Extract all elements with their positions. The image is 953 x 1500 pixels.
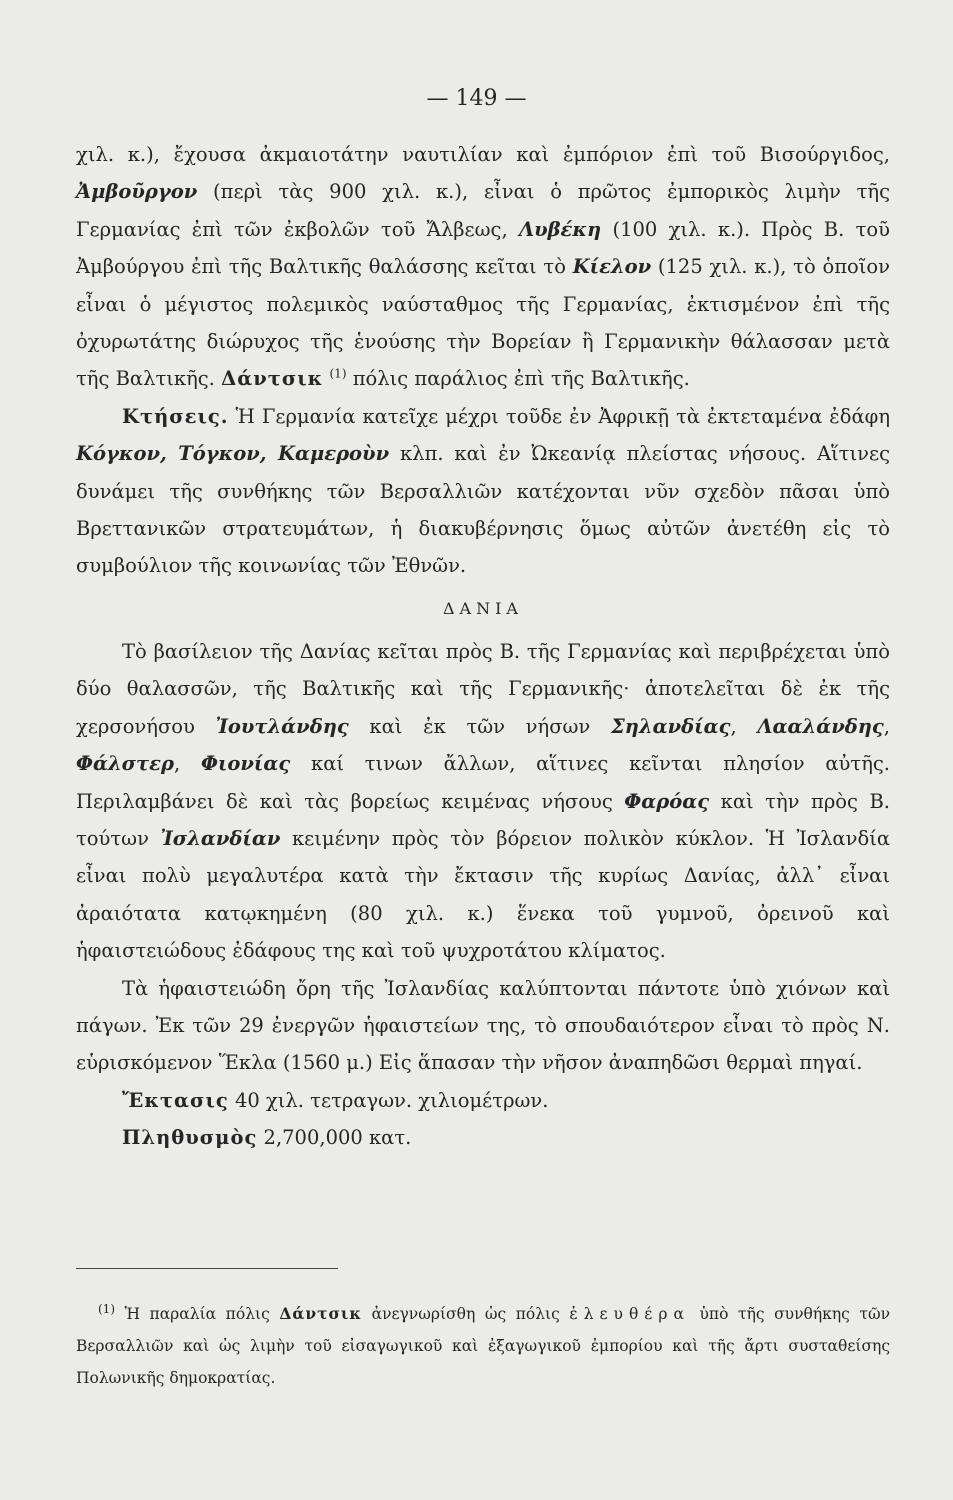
place-name: Σηλανδίας bbox=[610, 714, 731, 738]
paragraph-population: Πληθυσμὸς 2,700,000 κατ. bbox=[122, 1126, 412, 1150]
body-text bbox=[76, 136, 890, 1157]
footnote-divider bbox=[76, 1268, 338, 1269]
page-number: — 149 — bbox=[426, 86, 527, 111]
footnote: $^{(1)}$ Ἡ παραλία πόλις Δάντσικ ἀνεγνωρίσθη ὡς πόλις ἐλευθέρα ὑπὸ τῆς συνθήκης τῶν Βερσαλλιῶν καὶ ὡς λιμὴν τοῦ εἰσαγωγικοῦ καὶ ἐξαγωγικοῦ ἐμπορίου καὶ τῆς ἄρτι συσταθείσης Πολωνικῆς δημοκρατίας. bbox=[76, 1301, 891, 1387]
place-name: Ἰσλανδίαν bbox=[160, 826, 281, 850]
paragraph-colonies: Κτήσεις. Ἡ Γερμανία κατεῖχε μέχρι τοῦδε ἐν Ἀφρικῇ τὰ ἐκτεταμένα ἐδάφη Κόγκον, Τόγκον, Καμεροὺν κλπ. καὶ ἐν Ὠκεανίᾳ πλείστας νήσους. Αἵτινες δυνάμει τῆς συνθήκης τῶν Βερσαλλιῶν κατέχονται νῦν σχεδὸν πᾶσαι ὑπὸ Βρεττανικῶν στρατευμάτων, ἡ διακυβέρνησις ὅμως αὐτῶν ἀνετέθη εἰς τὸ συμβούλιον τῆς κοινωνίας τῶν Ἐθνῶν. bbox=[76, 404, 890, 578]
run-in-heading: Ἔκτασις bbox=[122, 1088, 229, 1112]
footnote-ref: (1) bbox=[329, 366, 347, 381]
paragraph-denmark: Τὸ βασίλειον τῆς Δανίας κεῖται πρὸς Β. τῆς Γερμανίας καὶ περιβρέχεται ὑπὸ δύο θαλασσῶν, τῆς Βαλτικῆς καὶ τῆς Γερμανικῆς· ἀποτελεῖται δὲ ἐκ τῆς χερσονήσου Ἰουτλάνδης καὶ ἐκ τῶν νήσων Σηλανδίας, Λααλάνδης, Φάλστερ, Φιονίας καί τινων ἄλλων, αἵτινες κεῖνται πλησίον αὐτῆς. Περιλαμβάνει δὲ καὶ τὰς βορείως κειμένας νήσους Φαρόας καὶ τὴν πρὸς Β. τούτων Ἰσλανδίαν κειμένην πρὸς τὸν βόρειον πολικὸν κύκλον. Ἡ Ἰσλανδία εἶναι πολὺ μεγαλυτέρα κατὰ τὴν ἔκτασιν τῆς κυρίως Δανίας, ἀλλ᾽ εἶναι ἀραιότατα κατῳκημένη (80 χιλ. κ.) ἕνεκα τοῦ γυμνοῦ, ὀρεινοῦ καὶ ἡφαιστειώδους ἐδάφους της καὶ τοῦ ψυχροτάτου κλίματος. bbox=[76, 639, 891, 963]
footnote-mark: (1) bbox=[98, 1301, 115, 1316]
spaced-word: ἐλευθέρα bbox=[569, 1305, 690, 1323]
paragraph-volcanoes: Τὰ ἡφαιστειώδη ὄρη τῆς Ἰσλανδίας καλύπτονται πάντοτε ὑπὸ χιόνων καὶ πάγων. Ἐκ τῶν 29 ἐνεργῶν ἡφαιστείων της, τὸ σπουδαιότερον εἶναι τὸ πρὸς Ν. εὑρισκόμενον Ἕκλα (1560 μ.) Εἰς ἅπασαν τὴν νῆσον ἀναπηδῶσι θερμαὶ πηγαί. bbox=[76, 976, 890, 1075]
place-name: Φάλστερ bbox=[76, 752, 174, 776]
run-in-heading: Πληθυσμὸς bbox=[122, 1126, 258, 1150]
place-name: Φαρόας bbox=[624, 789, 710, 813]
place-name: Ἀμβοῦργον bbox=[76, 180, 198, 204]
section-heading: ΔΑΝΙΑ bbox=[443, 598, 523, 618]
place-name: Δάντσικ bbox=[279, 1304, 363, 1323]
place-name: Ἰουτλάνδης bbox=[215, 714, 349, 738]
place-name: Δάντσικ bbox=[221, 367, 324, 391]
paragraph-cities: χιλ. κ.), ἔχουσα ἀκμαιοτάτην ναυτιλίαν καὶ ἐμπόριον ἐπὶ τοῦ Βισούργιδος, Ἀμβοῦργον (περὶ τὰς 900 χιλ. κ.), εἶναι ὁ πρῶτος ἐμπορικὸς λιμὴν τῆς Γερμανίας ἐπὶ τῶν ἐκβολῶν τοῦ Ἄλβεως, Λυβέκη (100 χιλ. κ.). Πρὸς Β. τοῦ Ἀμβούργου ἐπὶ τῆς Βαλτικῆς θαλάσσης κεῖται τὸ Κίελον (125 χιλ. κ.), τὸ ὁποῖον εἶναι ὁ μέγιστος πολεμικὸς ναύσταθμος τῆς Γερμανίας, ἐκτισμένον ἐπὶ τῆς ὀχυρωτάτης διώρυχος τῆς ἑνούσης τὴν Βορείαν ἢ Γερμανικὴν θάλασσαν μετὰ τῆς Βαλτικῆς. Δάντσικ $^{(1)}$ πόλις παράλιος ἐπὶ τῆς Βαλτικῆς. bbox=[76, 143, 890, 391]
place-names: Κόγκον, Τόγκον, Καμεροὺν bbox=[76, 442, 390, 466]
place-name: Κίελον bbox=[572, 255, 652, 279]
place-name: Φιονίας bbox=[200, 752, 291, 776]
run-in-heading: Κτήσεις. bbox=[122, 404, 229, 428]
paragraph-area: Ἔκτασις 40 χιλ. τετραγων. χιλιομέτρων. bbox=[122, 1088, 549, 1112]
place-name: Λααλάνδης bbox=[757, 714, 884, 738]
place-name: Λυβέκη bbox=[518, 217, 602, 241]
